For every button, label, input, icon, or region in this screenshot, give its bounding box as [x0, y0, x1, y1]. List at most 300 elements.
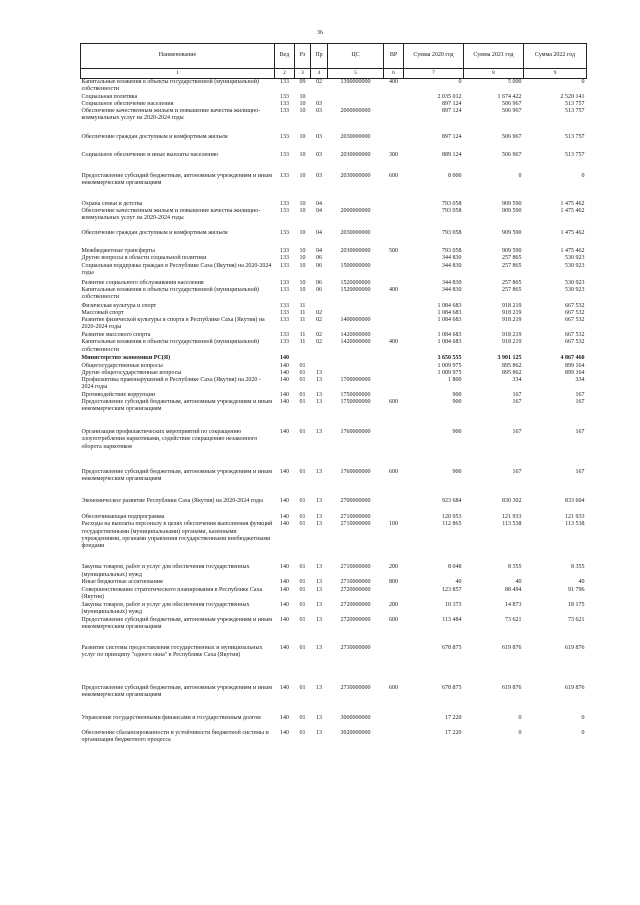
- row-cs: 2720000000: [340, 586, 371, 593]
- row-cs: [328, 310, 384, 317]
- row-ved: 133: [280, 208, 289, 215]
- row-sum-2022: 0: [581, 729, 585, 736]
- row-pr: 03: [316, 152, 322, 159]
- row-sum-2022: 40: [578, 579, 585, 586]
- row-sum-2021: 257 865: [502, 286, 522, 293]
- row-name: Капитальные вложения в объекты государственной (муниципальной) собственности: [81, 339, 259, 353]
- row-ved: 140: [280, 399, 289, 406]
- row-sum-2021: 257 865: [502, 279, 522, 286]
- row-rz: 10: [299, 230, 306, 237]
- row-sum-2022: 8 355: [571, 564, 585, 571]
- row-sum-2021: 619 876: [502, 684, 522, 691]
- row-cs: 2730000000: [340, 644, 371, 651]
- row-rz: 11: [299, 310, 306, 317]
- row-pr: [311, 94, 328, 101]
- row-cs: 1760000000: [340, 469, 371, 476]
- table-row: [81, 645, 587, 685]
- row-ved: 133: [280, 79, 289, 86]
- row-sum-2020: 900: [452, 469, 462, 476]
- row-pr: 02: [316, 332, 322, 339]
- row-sum-2022: 667 532: [565, 302, 585, 309]
- row-sum-2021: 5 000: [508, 79, 522, 86]
- row-vr: 400: [389, 79, 398, 86]
- row-name: Физическая культура и спорт: [81, 302, 157, 309]
- row-sum-2020: 793 058: [442, 208, 462, 215]
- row-sum-2022: 833 604: [565, 498, 585, 505]
- row-pr: 13: [316, 714, 322, 721]
- row-cs: 1700000000: [340, 377, 371, 384]
- row-rz: 10: [299, 248, 306, 255]
- row-cs: [328, 370, 384, 377]
- row-cs: 2000000000: [340, 208, 371, 215]
- row-name: Массовый спорт: [81, 310, 124, 317]
- table-row: [81, 370, 587, 377]
- row-cs: 1520000000: [340, 286, 371, 293]
- row-vr: 600: [389, 469, 398, 476]
- row-cs: 1390000000: [340, 79, 371, 86]
- table-row: [81, 94, 587, 101]
- row-sum-2020: 678 875: [442, 644, 462, 651]
- row-cs: 2730000000: [340, 684, 371, 691]
- row-sum-2020: 897 124: [442, 134, 462, 141]
- row-sum-2020: 123 857: [442, 586, 462, 593]
- row-sum-2022: 167: [575, 429, 585, 436]
- row-rz: 01: [299, 564, 306, 571]
- row-ved: 133: [280, 279, 289, 286]
- row-sum-2021: 830 302: [502, 498, 522, 505]
- row-sum-2022: 0: [581, 173, 585, 180]
- row-rz: 11: [299, 339, 306, 346]
- row-sum-2021: 167: [512, 392, 522, 399]
- row-pr: 03: [316, 173, 322, 180]
- row-sum-2021: 0: [518, 714, 522, 721]
- row-sum-2022: 1 475 462: [560, 208, 585, 215]
- row-sum-2020: 793 058: [442, 230, 462, 237]
- row-rz: 10: [299, 134, 306, 141]
- row-cs: 1500000000: [340, 262, 371, 269]
- row-pr: 13: [316, 601, 322, 608]
- row-sum-2022: 899 164: [565, 362, 585, 369]
- row-sum-2021: 1 674 422: [497, 93, 522, 100]
- row-ved: 140: [280, 564, 289, 571]
- row-pr: [311, 303, 328, 310]
- row-cs: 2720000000: [340, 601, 371, 608]
- row-pr: 13: [316, 644, 322, 651]
- row-sum-2020: 112 865: [442, 521, 462, 528]
- table-row: [81, 280, 587, 287]
- row-rz: [295, 355, 311, 362]
- row-rz: 10: [299, 255, 306, 262]
- table-row: [81, 498, 587, 514]
- row-ved: 140: [280, 469, 289, 476]
- row-name: Капитальные вложения в объекты государственной (муниципальной) собственности: [81, 286, 259, 301]
- row-sum-2022: 0: [581, 79, 585, 86]
- row-sum-2022: 4 867 460: [560, 355, 585, 362]
- table-row: [81, 317, 587, 332]
- row-name: Управление государственными финансами и государственным долгом: [81, 714, 261, 721]
- row-vr: [384, 201, 404, 208]
- row-sum-2022: 167: [575, 469, 585, 476]
- row-vr: 200: [389, 601, 398, 608]
- table-row: [81, 303, 587, 310]
- row-sum-2021: 909 590: [502, 201, 522, 208]
- row-pr: 13: [316, 616, 322, 623]
- row-name: Закупка товаров, работ и услуг для обеспечения государственных (муниципальных) нужд: [81, 601, 250, 615]
- row-pr: 02: [316, 79, 322, 86]
- row-ved: 133: [280, 255, 289, 262]
- row-sum-2021: 506 967: [502, 108, 522, 115]
- row-name: Закупка товаров, работ и услуг для обеспечения государственных (муниципальных) нужд: [81, 564, 250, 578]
- row-rz: 10: [299, 108, 306, 115]
- row-rz: 01: [299, 601, 306, 608]
- row-sum-2021: 88 494: [505, 586, 522, 593]
- row-sum-2021: 3 901 125: [497, 355, 522, 362]
- row-sum-2020: 8 000: [448, 173, 462, 180]
- row-sum-2021: 121 933: [502, 514, 522, 521]
- row-sum-2020: 8 048: [448, 564, 462, 571]
- row-rz: 01: [299, 399, 306, 406]
- row-rz: 01: [299, 362, 306, 369]
- row-vr: [384, 310, 404, 317]
- row-sum-2020: 793 058: [442, 201, 462, 208]
- row-ved: 140: [280, 616, 289, 623]
- row-sum-2021: 0: [518, 173, 522, 180]
- table-row: [81, 79, 587, 94]
- table-row: [81, 730, 587, 745]
- row-name: Предоставление субсидий бюджетным, автономным учреждениям и иным некоммерческим организациям: [81, 684, 273, 698]
- header-2020: Сумма 2020 год: [404, 44, 464, 69]
- row-ved: 133: [280, 286, 289, 293]
- row-cs: 2710000000: [340, 521, 371, 528]
- row-vr: [384, 370, 404, 377]
- row-ved: 140: [280, 498, 289, 505]
- row-name: Межбюджетные трансферты: [81, 248, 155, 255]
- row-sum-2021: 257 865: [502, 262, 522, 269]
- row-sum-2022: 73 621: [568, 616, 585, 623]
- row-sum-2022: 667 532: [565, 317, 585, 324]
- row-pr: 02: [316, 317, 322, 324]
- row-vr: [384, 101, 404, 108]
- row-pr: 03: [316, 108, 322, 115]
- row-sum-2020: 17 220: [445, 729, 462, 736]
- row-ved: 140: [280, 729, 289, 736]
- row-name: Обеспечивающая подпрограмма: [81, 514, 165, 521]
- row-cs: 2700000000: [340, 498, 371, 505]
- row-sum-2022: 619 876: [565, 684, 585, 691]
- row-cs: 2720000000: [340, 616, 371, 623]
- row-pr: 03: [316, 134, 322, 141]
- row-sum-2022: 530 923: [565, 279, 585, 286]
- row-pr: [311, 355, 328, 362]
- table-row: [81, 263, 587, 280]
- row-vr: [384, 514, 404, 521]
- row-rz: 01: [299, 429, 306, 436]
- row-sum-2021: 167: [512, 469, 522, 476]
- row-cs: 2710000000: [340, 564, 371, 571]
- row-sum-2021: 257 865: [502, 255, 522, 262]
- row-sum-2021: 918 219: [502, 317, 522, 324]
- row-sum-2020: 897 124: [442, 108, 462, 115]
- row-name: Обеспечение сбалансированности и устойчивости бюджетной системы и организация бюджетного процесса: [81, 729, 269, 743]
- table-row: [81, 579, 587, 586]
- row-pr: 04: [316, 230, 322, 237]
- row-sum-2021: 8 355: [508, 564, 522, 571]
- row-rz: 11: [299, 332, 306, 339]
- row-sum-2021: 895 862: [502, 362, 522, 369]
- row-rz: 01: [299, 579, 306, 586]
- row-ved: 133: [280, 302, 289, 309]
- row-sum-2021: 14 873: [505, 601, 522, 608]
- row-pr: 13: [316, 377, 322, 384]
- table-row: [81, 355, 587, 362]
- row-vr: [384, 134, 404, 152]
- row-rz: 11: [299, 317, 306, 324]
- header-2022: Сумма 2022 год: [524, 44, 587, 69]
- row-pr: 13: [316, 498, 322, 505]
- row-sum-2020: 344 830: [442, 286, 462, 293]
- header-vr: ВР: [384, 44, 404, 69]
- table-row: [81, 287, 587, 303]
- row-vr: [384, 645, 404, 685]
- row-sum-2020: 344 830: [442, 255, 462, 262]
- row-rz: 01: [299, 377, 306, 384]
- row-sum-2021: 619 876: [502, 644, 522, 651]
- row-rz: 10: [299, 279, 306, 286]
- row-sum-2022: 0: [581, 714, 585, 721]
- column-number: 4: [311, 69, 328, 79]
- row-vr: 400: [389, 286, 398, 293]
- row-cs: 1400000000: [340, 317, 371, 324]
- row-sum-2020: 1 084 683: [437, 310, 462, 317]
- row-name: Социальная поддержка граждан в Республике Саха (Якутия) на 2020-2024 годы: [81, 262, 272, 276]
- row-sum-2022: 91 796: [568, 586, 585, 593]
- row-rz: 01: [299, 586, 306, 593]
- row-sum-2020: 1 009 975: [437, 362, 462, 369]
- row-name: Организация профилактических мероприятий по сокращению злоупотребления наркотиками, содействие сокращению незаконного оборота наркотиков: [81, 429, 258, 450]
- row-vr: [384, 498, 404, 514]
- row-ved: 133: [280, 339, 289, 346]
- row-pr: 04: [316, 201, 322, 208]
- row-name: Социальная политика: [81, 93, 138, 100]
- row-sum-2022: 619 876: [565, 644, 585, 651]
- row-pr: 13: [316, 392, 322, 399]
- row-cs: 2030000000: [340, 248, 371, 255]
- row-sum-2020: 923 684: [442, 498, 462, 505]
- row-cs: 1760000000: [340, 429, 371, 436]
- row-cs: 1750000000: [340, 399, 371, 406]
- table-body: [81, 79, 587, 745]
- table-row: [81, 617, 587, 645]
- row-ved: 140: [280, 355, 289, 362]
- row-rz: 01: [299, 644, 306, 651]
- row-sum-2020: 889 124: [442, 152, 462, 159]
- row-name: Другие общегосударственные вопросы: [81, 369, 182, 376]
- table-row: [81, 208, 587, 230]
- row-vr: [384, 230, 404, 248]
- header-name: Наименование: [81, 44, 275, 69]
- table-row: [81, 134, 587, 152]
- column-number: 5: [328, 69, 384, 79]
- row-vr: [384, 429, 404, 469]
- row-sum-2021: 73 621: [505, 616, 522, 623]
- row-name: Социальное обеспечение населения: [81, 100, 174, 107]
- row-name: Предоставление субсидий бюджетным, автономным учреждениям и иным некоммерческим организациям: [81, 399, 273, 413]
- row-vr: [384, 303, 404, 310]
- row-sum-2020: 1 084 683: [437, 339, 462, 346]
- row-vr: [384, 108, 404, 134]
- row-sum-2022: 667 532: [565, 332, 585, 339]
- row-cs: 2000000000: [340, 108, 371, 115]
- row-cs: [328, 201, 384, 208]
- row-pr: 06: [316, 255, 322, 262]
- column-number: 3: [295, 69, 311, 79]
- row-rz: 09: [299, 79, 306, 86]
- row-ved: 140: [280, 392, 289, 399]
- row-ved: 140: [280, 586, 289, 593]
- row-ved: 140: [280, 714, 289, 721]
- row-vr: [384, 730, 404, 745]
- row-vr: 500: [389, 248, 398, 255]
- row-sum-2020: 900: [452, 429, 462, 436]
- row-sum-2020: 0: [458, 79, 462, 86]
- row-vr: [384, 280, 404, 287]
- budget-table: [80, 43, 587, 745]
- row-sum-2021: 0: [518, 729, 522, 736]
- table-row: [81, 587, 587, 602]
- row-name: Развитие системы предоставления государственных и муниципальных услуг по принципу "одного окна" в Республике Саха (Якутия): [81, 644, 263, 658]
- row-sum-2020: 2 035 012: [437, 93, 462, 100]
- row-rz: 01: [299, 369, 306, 376]
- row-sum-2022: 121 933: [565, 514, 585, 521]
- table-row: [81, 173, 587, 201]
- row-sum-2022: 167: [575, 399, 585, 406]
- row-pr: 13: [316, 369, 322, 376]
- row-pr: 13: [316, 729, 322, 736]
- row-name: Расходы на выплаты персоналу в целях обеспечения выполнения функций государственными (муниципальными) органами, казенными учреждениями, органами управления государственными внебюджетными фондами: [81, 521, 273, 550]
- row-name: Совершенствование стратегического планирования в Республике Саха (Якутия): [81, 586, 263, 600]
- row-ved: 140: [280, 369, 289, 376]
- table-row: [81, 602, 587, 617]
- row-sum-2021: 167: [512, 429, 522, 436]
- table-row: [81, 101, 587, 108]
- row-rz: 10: [299, 262, 306, 269]
- table-row: [81, 230, 587, 248]
- table-row: [81, 715, 587, 730]
- row-pr: [311, 363, 328, 370]
- table-row: [81, 363, 587, 370]
- row-sum-2022: 667 532: [565, 339, 585, 346]
- row-pr: 04: [316, 248, 322, 255]
- row-name: Иные бюджетные ассигнования: [81, 579, 163, 586]
- row-sum-2020: 897 124: [442, 100, 462, 107]
- row-sum-2020: 793 058: [442, 248, 462, 255]
- row-sum-2022: 530 923: [565, 262, 585, 269]
- row-rz: 10: [299, 208, 306, 215]
- row-vr: 600: [389, 616, 398, 623]
- row-cs: 2710000000: [340, 579, 371, 586]
- row-sum-2022: 513 757: [565, 134, 585, 141]
- row-sum-2022: 513 757: [565, 152, 585, 159]
- row-vr: 400: [389, 339, 398, 346]
- row-sum-2022: 667 532: [565, 310, 585, 317]
- row-vr: 600: [389, 173, 398, 180]
- row-sum-2020: 3 650 555: [437, 355, 462, 362]
- row-ved: 133: [280, 108, 289, 115]
- row-sum-2021: 506 967: [502, 100, 522, 107]
- row-cs: 2710000000: [340, 514, 371, 521]
- row-name: Профилактика правонарушений в Республике Саха (Якутия) на 2020 - 2024 годы: [81, 377, 261, 391]
- row-sum-2022: 334: [575, 377, 585, 384]
- row-cs: 2030000000: [340, 152, 371, 159]
- table-row: [81, 521, 587, 564]
- row-name: Обеспечение граждан доступным и комфортным жильем: [81, 230, 228, 237]
- row-rz: 01: [299, 392, 306, 399]
- row-rz: 01: [299, 684, 306, 691]
- row-rz: 01: [299, 616, 306, 623]
- row-ved: 133: [280, 173, 289, 180]
- row-name: Предоставление субсидий бюджетным, автономным учреждениям и иным некоммерческим организациям: [81, 173, 273, 187]
- row-rz: 10: [299, 286, 306, 293]
- table-row: [81, 255, 587, 262]
- row-pr: 13: [316, 586, 322, 593]
- table-row: [81, 152, 587, 173]
- row-name: Противодействие коррупции: [81, 392, 155, 399]
- row-ved: 133: [280, 262, 289, 269]
- row-sum-2020: 1 084 683: [437, 332, 462, 339]
- table-row: [81, 685, 587, 715]
- row-name: Обеспечение качественным жильем и повышение качества жилищно-коммунальных услуг на 2020-2024 годы: [81, 108, 261, 122]
- row-name: Обеспечение качественным жильем и повышение качества жилищно-коммунальных услуг на 2020-2024 годы: [81, 208, 261, 222]
- row-vr: [384, 332, 404, 339]
- row-cs: 3000000000: [340, 714, 371, 721]
- row-ved: 133: [280, 100, 289, 107]
- column-number: 8: [464, 69, 524, 79]
- row-pr: 13: [316, 564, 322, 571]
- row-pr: 03: [316, 100, 322, 107]
- row-sum-2021: 40: [515, 579, 522, 586]
- row-sum-2022: 1 475 462: [560, 201, 585, 208]
- row-ved: 133: [280, 248, 289, 255]
- row-sum-2021: 918 219: [502, 302, 522, 309]
- row-vr: [384, 715, 404, 730]
- row-vr: [384, 208, 404, 230]
- column-number: 6: [384, 69, 404, 79]
- row-ved: 140: [280, 377, 289, 384]
- row-sum-2022: 2 520 141: [560, 93, 585, 100]
- row-pr: 13: [316, 514, 322, 521]
- header-rz: Рз: [295, 44, 311, 69]
- row-cs: 1420000000: [340, 339, 371, 346]
- row-vr: 600: [389, 399, 398, 406]
- table-row: [81, 399, 587, 429]
- row-name: Социальное обеспечение и иные выплаты населению: [81, 152, 219, 159]
- row-vr: 100: [389, 521, 398, 528]
- row-vr: [384, 377, 404, 392]
- row-cs: 3020000000: [340, 729, 371, 736]
- row-sum-2022: 513 757: [565, 100, 585, 107]
- row-name: Развитие массового спорта: [81, 332, 151, 339]
- row-vr: 200: [389, 564, 398, 571]
- row-vr: [384, 363, 404, 370]
- row-sum-2020: 40: [455, 579, 462, 586]
- row-vr: [384, 392, 404, 399]
- row-sum-2022: 1 475 462: [560, 230, 585, 237]
- row-sum-2022: 167: [575, 392, 585, 399]
- row-pr: 13: [316, 684, 322, 691]
- row-rz: 01: [299, 729, 306, 736]
- row-sum-2020: 17 220: [445, 714, 462, 721]
- row-name: Обеспечение граждан доступным и комфортным жильем: [81, 134, 228, 141]
